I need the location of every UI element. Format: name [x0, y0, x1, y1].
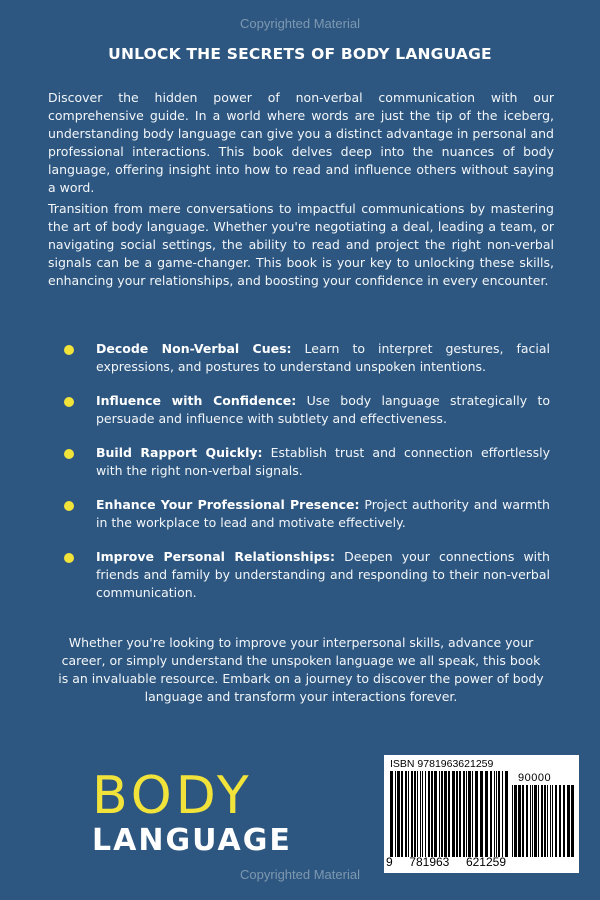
watermark-bottom: Copyrighted Material — [240, 867, 360, 882]
barcode-bar — [401, 771, 403, 857]
benefit-label: Build Rapport Quickly: — [96, 445, 263, 460]
barcode-main-icon — [390, 771, 510, 857]
barcode-bar — [567, 785, 570, 857]
bullet-dot-icon — [64, 553, 74, 563]
barcode-bar — [466, 771, 467, 857]
benefit-item — [60, 548, 550, 602]
barcode-bar — [472, 771, 473, 857]
price-code: 90000 — [518, 772, 552, 784]
closing-paragraph: Whether you're looking to improve your interpersonal skills, advance your career, or simply understand the unspoken language we all speak, this book is an invaluable resource. Embark on a journey to discover the power of body language and transform your interactions forever. — [58, 635, 544, 704]
barcode-bar — [422, 771, 423, 857]
watermark-top: Copyrighted Material — [240, 16, 360, 31]
barcode-bar — [526, 785, 528, 857]
isbn-label: ISBN 9781963621259 — [390, 758, 494, 770]
benefit-label: Influence with Confidence: — [96, 393, 297, 408]
benefit-label: Enhance Your Professional Presence: — [96, 497, 360, 512]
barcode-bar — [496, 771, 497, 857]
benefit-item — [60, 340, 550, 376]
barcode-bar — [555, 785, 557, 857]
barcode-bar — [514, 785, 517, 857]
barcode-bar — [502, 771, 503, 857]
barcode-bar — [530, 785, 531, 857]
benefit-item — [60, 444, 550, 480]
benefit-text: Use body language strategically to persuade and influence with subtlety and effectiveness. — [96, 393, 550, 426]
logo-word-body: BODY — [92, 766, 253, 826]
barcode-bar — [475, 771, 478, 857]
barcode-bar — [522, 785, 524, 857]
barcode-bar — [490, 771, 492, 857]
benefit-label: Improve Personal Relationships: — [96, 549, 335, 564]
benefit-text: Deepen your connections with friends and family by understanding and responding to their non-verbal communication. — [96, 549, 550, 600]
barcode-bar — [550, 785, 551, 857]
barcode-bar — [390, 771, 393, 857]
logo-word-language: LANGUAGE — [92, 823, 292, 858]
bullet-dot-icon — [64, 345, 74, 355]
benefit-item — [60, 392, 550, 428]
barcode-bar — [552, 785, 553, 857]
barcode-bar — [498, 771, 500, 857]
isbn-barcode — [384, 755, 579, 873]
benefit-item — [60, 496, 550, 532]
benefits-list — [60, 340, 550, 602]
barcode-bar — [559, 785, 561, 857]
barcode-bar — [563, 785, 565, 857]
back-cover-title: UNLOCK THE SECRETS OF BODY LANGUAGE — [108, 45, 492, 63]
barcode-bar — [532, 785, 533, 857]
barcode-bar — [448, 771, 450, 857]
benefit-label: Decode Non-Verbal Cues: — [96, 341, 292, 356]
barcode-digit-group-2: 621259 — [465, 855, 506, 869]
bullet-dot-icon — [64, 501, 74, 511]
barcode-bar — [411, 771, 413, 857]
barcode-bar — [544, 785, 546, 857]
barcode-bar — [452, 771, 455, 857]
barcode-bar — [512, 785, 513, 857]
barcode-bar — [441, 771, 443, 857]
barcode-bar — [405, 771, 407, 857]
barcode-bar — [534, 785, 537, 857]
book-logo — [92, 766, 292, 858]
barcode-bar — [459, 771, 461, 857]
barcode-bar — [420, 771, 421, 857]
barcode-bar — [414, 771, 416, 857]
barcode-bar — [428, 771, 430, 857]
barcode-bar — [408, 771, 409, 857]
bullet-dot-icon — [64, 397, 74, 407]
bullet-dot-icon — [64, 449, 74, 459]
barcode-bar — [395, 771, 396, 857]
barcode-digit-group-1: 781963 — [409, 855, 450, 869]
barcode-bar — [518, 785, 521, 857]
barcode-bar — [538, 785, 539, 857]
barcode-bar — [485, 771, 488, 857]
barcode-digit-prefix: 9 — [386, 855, 393, 869]
benefit-text: Project authority and warmth in the workplace to lead and motivate effectively. — [96, 497, 550, 530]
barcode-bar — [463, 771, 465, 857]
barcode-bar — [571, 785, 574, 857]
barcode-bar — [439, 771, 440, 857]
barcode-bar — [434, 771, 437, 857]
barcode-bar — [444, 771, 447, 857]
barcode-bar — [468, 771, 471, 857]
benefit-text: Learn to interpret gestures, facial expressions, and postures to understand unspoken intentions. — [96, 341, 551, 374]
barcode-addon-icon — [512, 785, 574, 857]
benefit-text: Establish trust and connection effortlessly with the right non-verbal signals. — [96, 445, 550, 478]
intro-paragraph-2: Transition from mere conversations to impactful communications by mastering the art of body language. Whether you're negotiating a deal, leading a team, or navigating social settings, the ability to read and project the right non-verbal signals can be a game-changer. This book is your key to unlocking these skills, enhancing your relationships, and boosting your confidence in every encounter. — [48, 201, 554, 288]
barcode-bar — [505, 771, 508, 857]
barcode-bar — [480, 771, 483, 857]
barcode-bar — [494, 771, 495, 857]
intro-paragraph-1: Discover the hidden power of non-verbal communication with our comprehensive guide. In a world where words are just the tip of the iceberg, understanding body language can give you a distinct advantage in personal and professional interactions. This book delves deep into the nuances of body language, offering insight into how to read and influence others without saying a word. — [48, 90, 554, 195]
barcode-bar — [431, 771, 433, 857]
barcode-bar — [541, 785, 543, 857]
barcode-bar — [397, 771, 400, 857]
barcode-bar — [456, 771, 458, 857]
barcode-bar — [547, 785, 548, 857]
barcode-bar — [425, 771, 426, 857]
barcode-bar — [417, 771, 418, 857]
